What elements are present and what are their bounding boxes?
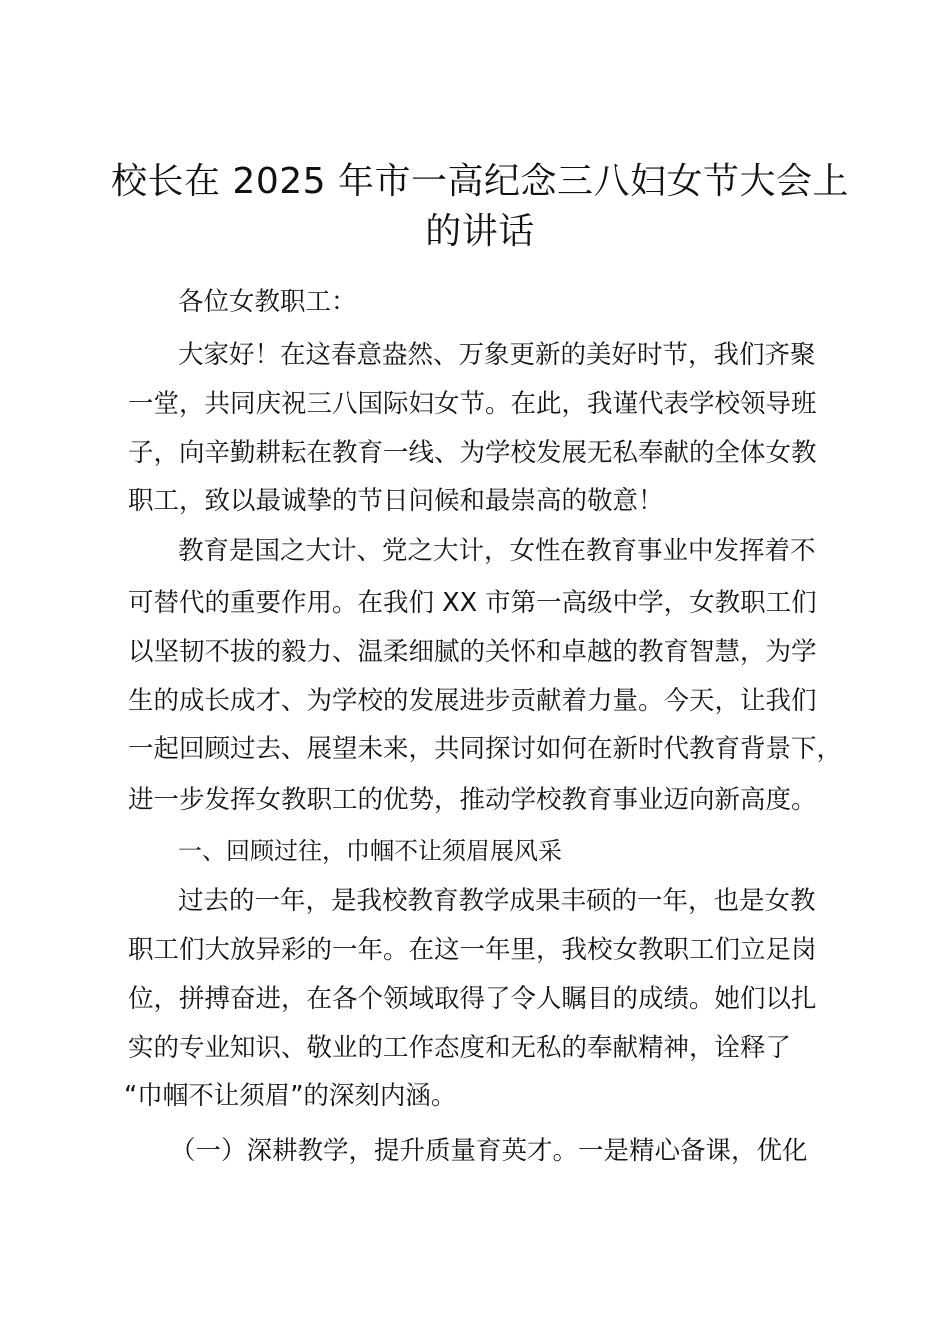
paragraph-2-line: 教育是国之大计、党之大计，女性在教育事业中发挥着不 — [178, 536, 816, 566]
paragraph-3-line: 位，拼搏奋进，在各个领域取得了令人瞩目的成绩。她们以扎 — [128, 984, 817, 1014]
paragraph-1-line: 职工，致以最诚挚的节日问候和最崇高的敬意！ — [128, 486, 664, 516]
paragraph-4-line: （一）深耕教学，提升质量育英才。一是精心备课，优化 — [170, 1136, 808, 1166]
paragraph-3-line: 职工们大放异彩的一年。在这一年里，我校女教职工们立足岗 — [128, 935, 817, 965]
document-title-line-1: 校长在 2025 年市一高纪念三八妇女节大会上 — [110, 161, 849, 202]
paragraph-1-line: 一堂，共同庆祝三八国际妇女节。在此，我谨代表学校领导班 — [128, 389, 817, 419]
paragraph-2-line: 以坚韧不拔的毅力、温柔细腻的关怀和卓越的教育智慧，为学 — [128, 637, 817, 667]
paragraph-2-line: 生的成长成才、为学校的发展进步贡献着力量。今天，让我们 — [128, 686, 817, 716]
paragraph-2-line: 一起回顾过去、展望未来，共同探讨如何在新时代教育背景下， — [128, 734, 843, 764]
paragraph-2-line: 可替代的重要作用。在我们 XX 市第一高级中学，女教职工们 — [128, 588, 817, 618]
paragraph-1-line: 子，向辛勤耕耘在教育一线、为学校发展无私奉献的全体女教 — [128, 438, 817, 468]
paragraph-2-line: 进一步发挥女教职工的优势，推动学校教育事业迈向新高度。 — [128, 785, 817, 815]
salutation: 各位女教职工： — [178, 287, 357, 317]
paragraph-3-line: 过去的一年，是我校教育教学成果丰硕的一年，也是女教 — [178, 886, 816, 916]
paragraph-3-line: 实的专业知识、敬业的工作态度和无私的奉献精神，诠释了 — [128, 1033, 792, 1063]
section-heading-1: 一、回顾过往，巾帼不让须眉展风采 — [178, 837, 562, 865]
document-title-line-2: 的讲话 — [425, 211, 535, 252]
paragraph-1-line: 大家好！在这春意盎然、万象更新的美好时节，我们齐聚 — [178, 340, 816, 370]
paragraph-3-line: “巾帼不让须眉”的深刻内涵。 — [124, 1081, 457, 1111]
